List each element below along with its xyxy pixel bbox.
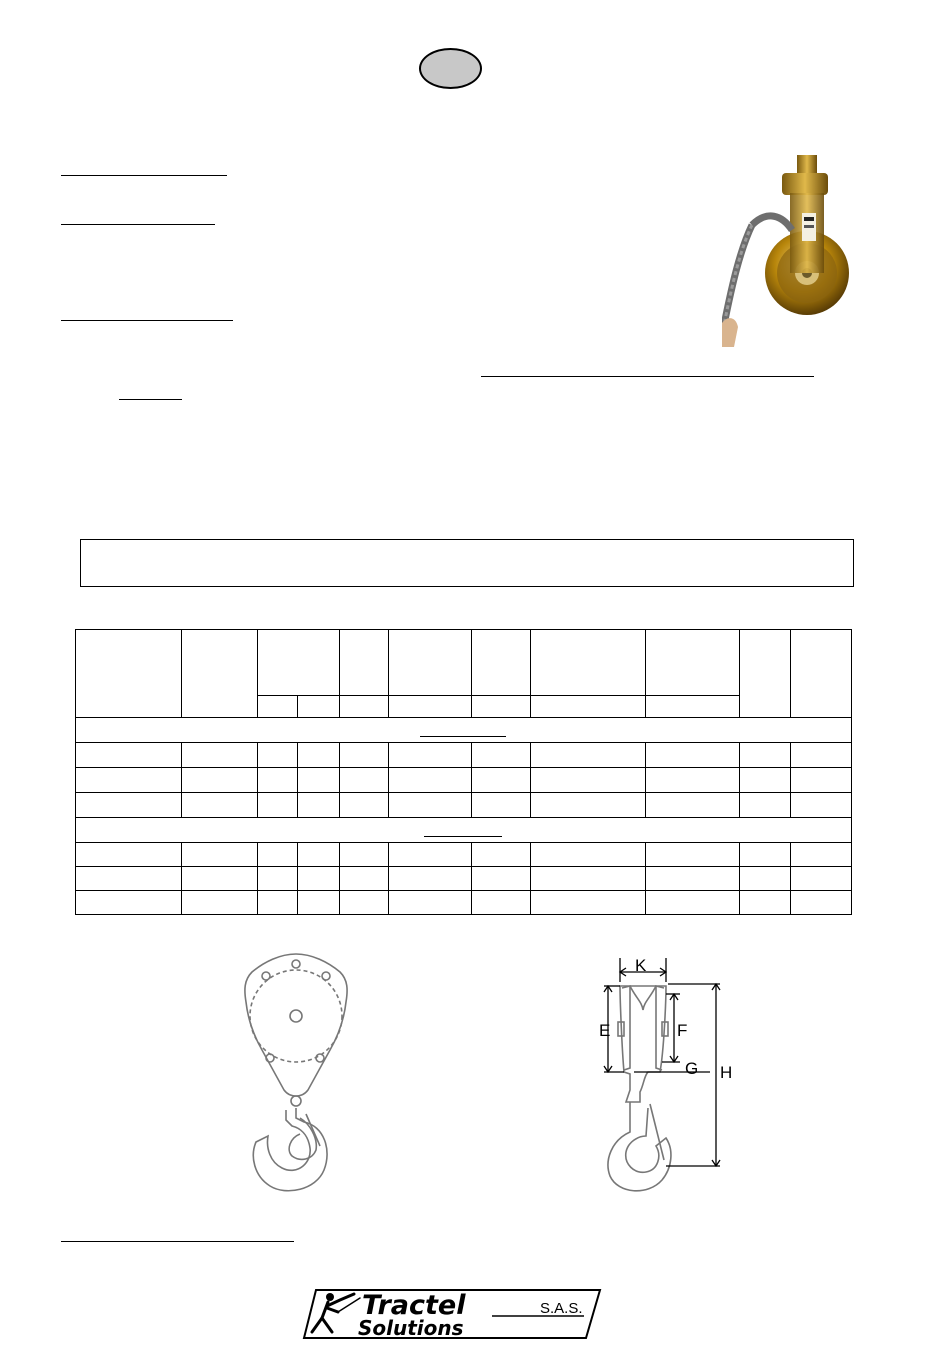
- unit-cell: [472, 696, 531, 718]
- dimension-label-h: H: [720, 1063, 733, 1082]
- footer-underline: [61, 1241, 294, 1242]
- header-cell: [740, 630, 791, 718]
- pulley-photo: [722, 155, 870, 347]
- header-cell: [76, 630, 182, 718]
- heading-underline-3: [61, 320, 233, 321]
- header-cell: [646, 630, 740, 696]
- pulley-front-view-drawing: [240, 950, 352, 1202]
- header-cell: [472, 630, 531, 696]
- logo-brand-line2: Solutions: [358, 1316, 464, 1340]
- link-underline-1: [481, 376, 814, 377]
- dimension-label-e: E: [599, 1021, 611, 1040]
- dimension-label-k: K: [635, 956, 647, 975]
- section-underline: [420, 736, 506, 737]
- header-cell: [389, 630, 472, 696]
- table-section-row: [76, 818, 852, 843]
- unit-cell: [646, 696, 740, 718]
- dimension-label-f: F: [677, 1021, 688, 1040]
- unit-cell: [340, 696, 389, 718]
- table-row: [76, 793, 852, 818]
- link-underline-2: [119, 399, 182, 400]
- pulley-side-view-drawing: [590, 950, 750, 1200]
- table-row: [76, 743, 852, 768]
- table-row: [76, 867, 852, 891]
- logo-brand-line1: Tractel: [362, 1290, 466, 1321]
- unit-cell: [389, 696, 472, 718]
- table-header-row: [76, 630, 852, 696]
- tractel-solutions-logo: [302, 1288, 602, 1340]
- header-cell: [791, 630, 852, 718]
- specification-table: [75, 629, 852, 915]
- section-underline: [424, 836, 502, 837]
- unit-cell: [531, 696, 646, 718]
- section-cell: [76, 718, 852, 743]
- section-cell: [76, 818, 852, 843]
- heading-underline-1: [61, 175, 227, 176]
- table-section-row: [76, 718, 852, 743]
- logo-suffix: S.A.S.: [540, 1300, 583, 1317]
- heading-underline-2: [61, 224, 215, 225]
- header-cell: [531, 630, 646, 696]
- table-row: [76, 843, 852, 867]
- header-cell: [340, 630, 389, 696]
- language-badge: [419, 48, 482, 89]
- table-row: [76, 891, 852, 915]
- unit-cell: [298, 696, 340, 718]
- header-cell: [182, 630, 258, 718]
- note-box: [80, 539, 854, 587]
- table-row: [76, 768, 852, 793]
- dimension-label-g: G: [685, 1059, 699, 1078]
- header-cell: [258, 630, 340, 696]
- unit-cell: [258, 696, 298, 718]
